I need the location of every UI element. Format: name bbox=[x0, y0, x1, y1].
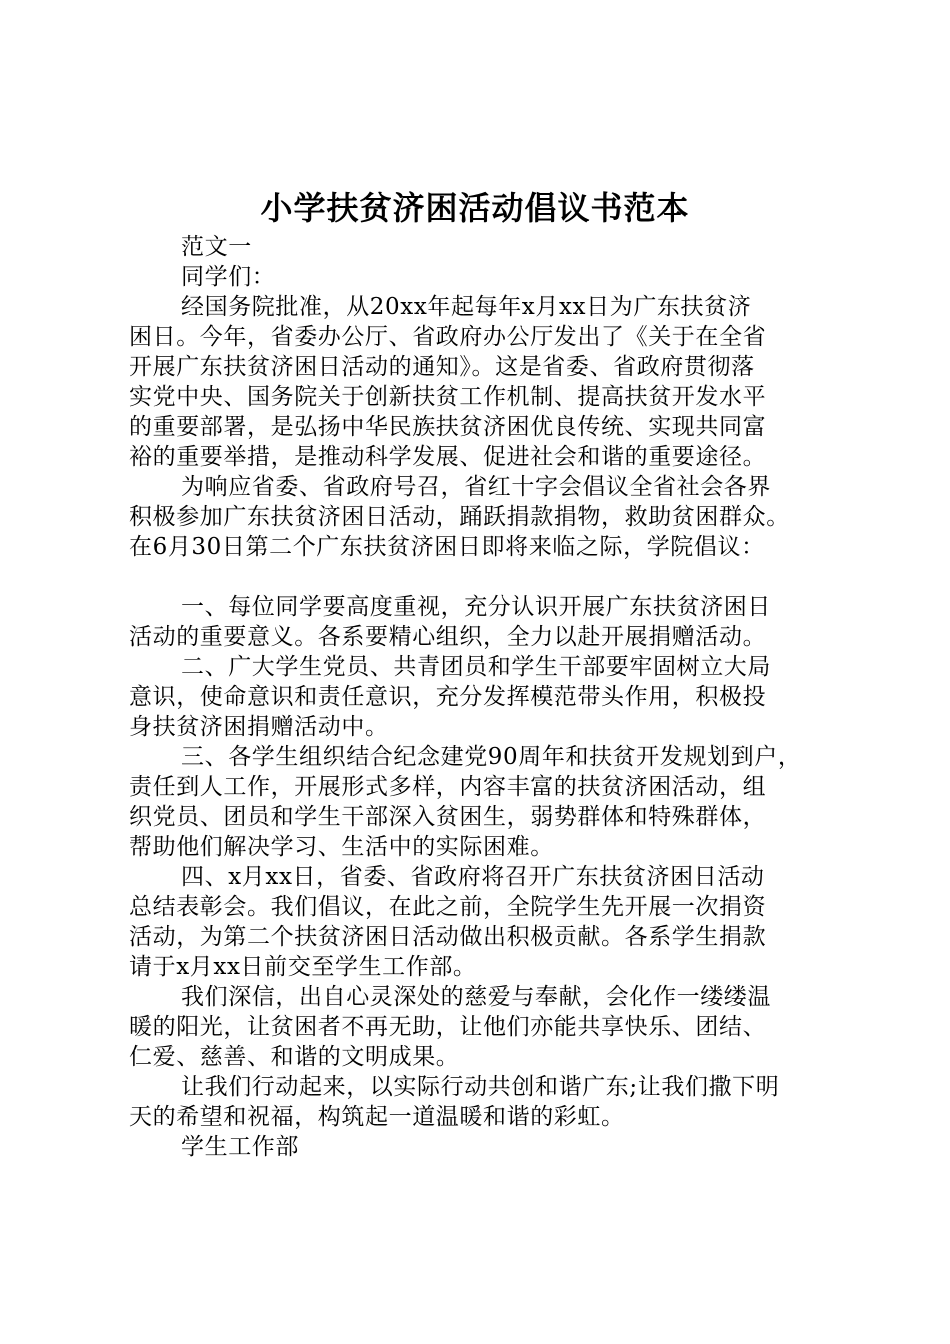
blank-line bbox=[129, 562, 829, 592]
text-line: 范文一 bbox=[181, 234, 252, 260]
text-line: 意识，使命意识和责任意识，充分发挥模范带头作用，积极投 bbox=[129, 684, 767, 710]
text-line: 总结表彰会。我们倡议，在此之前，全院学生先开展一次捐资 bbox=[129, 894, 767, 920]
text-line: 在6月30日第二个广东扶贫济困日即将来临之际，学院倡议： bbox=[129, 534, 765, 560]
text-line: 一、每位同学要高度重视，充分认识开展广东扶贫济困日 bbox=[181, 594, 771, 620]
text-line: 积极参加广东扶贫济困日活动，踊跃捐款捐物，救助贫困群众。 bbox=[129, 504, 790, 530]
text-line: 实党中央、国务院关于创新扶贫工作机制、提高扶贫开发水平 bbox=[129, 384, 767, 410]
text-line: 仁爱、慈善、和谐的文明成果。 bbox=[129, 1044, 460, 1070]
text-line: 活动，为第二个扶贫济困日活动做出积极贡献。各系学生捐款 bbox=[129, 924, 767, 950]
document-body bbox=[129, 232, 829, 1162]
text-line: 为响应省委、省政府号召，省红十字会倡议全省社会各界 bbox=[181, 474, 771, 500]
text-line: 裕的重要举措，是推动科学发展、促进社会和谐的重要途径。 bbox=[129, 444, 767, 470]
text-line: 我们深信，出自心灵深处的慈爱与奉献，会化作一缕缕温 bbox=[181, 984, 771, 1010]
text-line: 天的希望和祝福，构筑起一道温暖和谐的彩虹。 bbox=[129, 1104, 625, 1130]
text-line: 三、各学生组织结合纪念建党90周年和扶贫开发规划到户， bbox=[181, 744, 802, 770]
text-line: 帮助他们解决学习、生活中的实际困难。 bbox=[129, 834, 554, 860]
text-line: 开展广东扶贫济困日活动的通知》。这是省委、省政府贯彻落 bbox=[129, 354, 755, 380]
text-line: 身扶贫济困捐赠活动中。 bbox=[129, 714, 389, 740]
text-line: 暖的阳光，让贫困者不再无助，让他们亦能共享快乐、团结、 bbox=[129, 1014, 767, 1040]
text-line: 二、广大学生党员、共青团员和学生干部要牢固树立大局 bbox=[181, 654, 771, 680]
text-line: 的重要部署，是弘扬中华民族扶贫济困优良传统、实现共同富 bbox=[129, 414, 767, 440]
text-line: 同学们： bbox=[181, 264, 276, 290]
text-line: 活动的重要意义。各系要精心组织，全力以赴开展捐赠活动。 bbox=[129, 624, 767, 650]
text-line: 困日。今年，省委办公厅、省政府办公厅发出了《关于在全省 bbox=[129, 324, 767, 350]
text-line: 让我们行动起来，以实际行动共创和谐广东;让我们撒下明 bbox=[181, 1074, 780, 1100]
text-line: 经国务院批准，从20xx年起每年x月xx日为广东扶贫济 bbox=[181, 294, 752, 320]
text-line: 责任到人工作，开展形式多样，内容丰富的扶贫济困活动，组 bbox=[129, 774, 767, 800]
text-line: 织党员、团员和学生干部深入贫困生，弱势群体和特殊群体， bbox=[129, 804, 767, 830]
text-line: 请于x月xx日前交至学生工作部。 bbox=[129, 954, 477, 980]
document-title: 小学扶贫济困活动倡议书范本 bbox=[260, 189, 690, 227]
text-line: 学生工作部 bbox=[181, 1134, 299, 1160]
text-line: 四、x月xx日，省委、省政府将召开广东扶贫济困日活动 bbox=[181, 864, 765, 890]
